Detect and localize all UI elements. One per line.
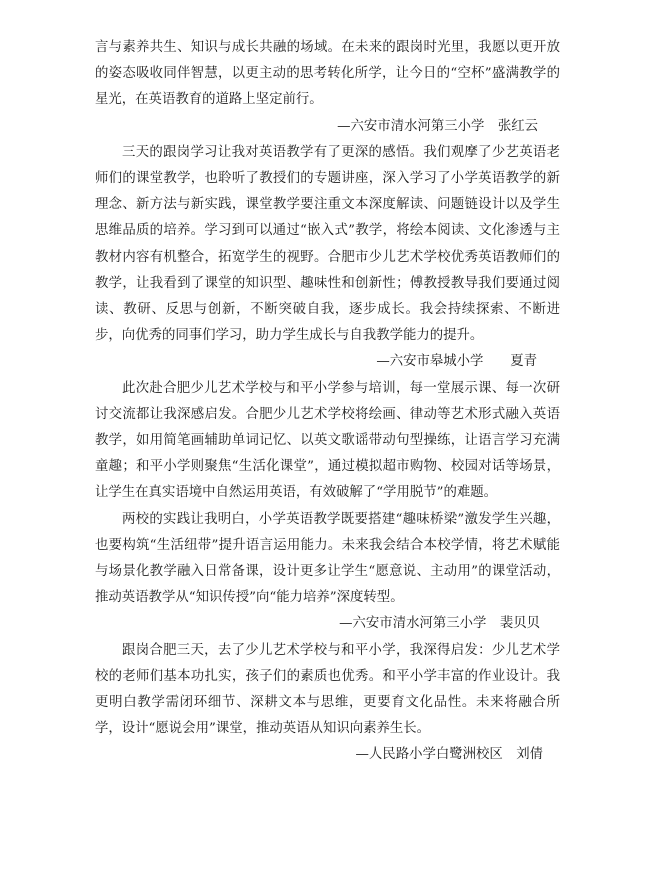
author-signature: —六安市清水河第三小学 张红云 [337, 118, 538, 134]
reflection-section-4 [95, 638, 560, 769]
reflection-section-2 [95, 140, 560, 376]
paragraph: 三天的跟岗学习让我对英语教学有了更深的感悟。我们观摩了少艺英语老师们的课堂教学，也聆听了教授们的专题讲座，深入学习了小学英语教学的新理念、新方法与新实践，课堂教学要注重文本深度解读、问题链设计以及学生思维品质的培养。学习到可以通过“嵌入式”教学，将绘本阅读、文化渗透与主教材内容有机整合，拓宽学生的视野。合肥市少儿艺术学校优秀英语教师们的教学，让我看到了课堂的知识型、趣味性和创新性；傅教授教导我们要通过阅读、教研、反思与创新，不断突破自我，逐步成长。我会持续探索、不断进步，向优秀的同事们学习，助力学生成长与自我教学能力的提升。 [95, 144, 560, 344]
reflection-section-1 [95, 35, 560, 140]
author-signature: —人民路小学白鹭洲校区 刘倩 [355, 747, 543, 763]
document-page [95, 35, 560, 769]
paragraph: 跟岗合肥三天，去了少儿艺术学校与和平小学，我深得启发：少儿艺术学校的老师们基本功扎实，孩子们的素质也优秀。和平小学丰富的作业设计。我更明白教学需闭环细节、深耕文本与思维，更要育文化品性。未来将融合所学，设计“愿说会用”课堂，推动英语从知识向素养生长。 [95, 642, 560, 737]
reflection-section-3 [95, 376, 560, 638]
paragraph-continuation: 言与素养共生、知识与成长共融的场域。在未来的跟岗时光里，我愿以更开放的姿态吸收同伴智慧，以更主动的思考转化所学，让今日的“空杯”盛满教学的星光，在英语教育的道路上坚定前行。 [95, 40, 560, 108]
paragraph: 此次赴合肥少儿艺术学校与和平小学参与培训，每一堂展示课、每一次研讨交流都让我深感启发。合肥少儿艺术学校将绘画、律动等艺术形式融入英语教学，如用简笔画辅助单词记忆、以英文歌谣带动句型操练，让语言学习充满童趣；和平小学则聚焦“生活化课堂”，通过模拟超市购物、校园对话等场景，让学生在真实语境中自然运用英语，有效破解了“学用脱节”的难题。 [95, 380, 560, 501]
author-signature: —六安市清水河第三小学 裴贝贝 [339, 616, 540, 632]
author-signature: —六安市皋城小学 夏青 [376, 354, 537, 370]
paragraph: 两校的实践让我明白，小学英语教学既要搭建“趣味桥梁”激发学生兴趣，也要构筑“生活纽带”提升语言运用能力。未来我会结合本校学情，将艺术赋能与场景化教学融入日常备课，设计更多让学生“愿意说、主动用”的课堂活动，推动英语教学从“知识传授”向“能力培养”深度转型。 [95, 511, 560, 606]
